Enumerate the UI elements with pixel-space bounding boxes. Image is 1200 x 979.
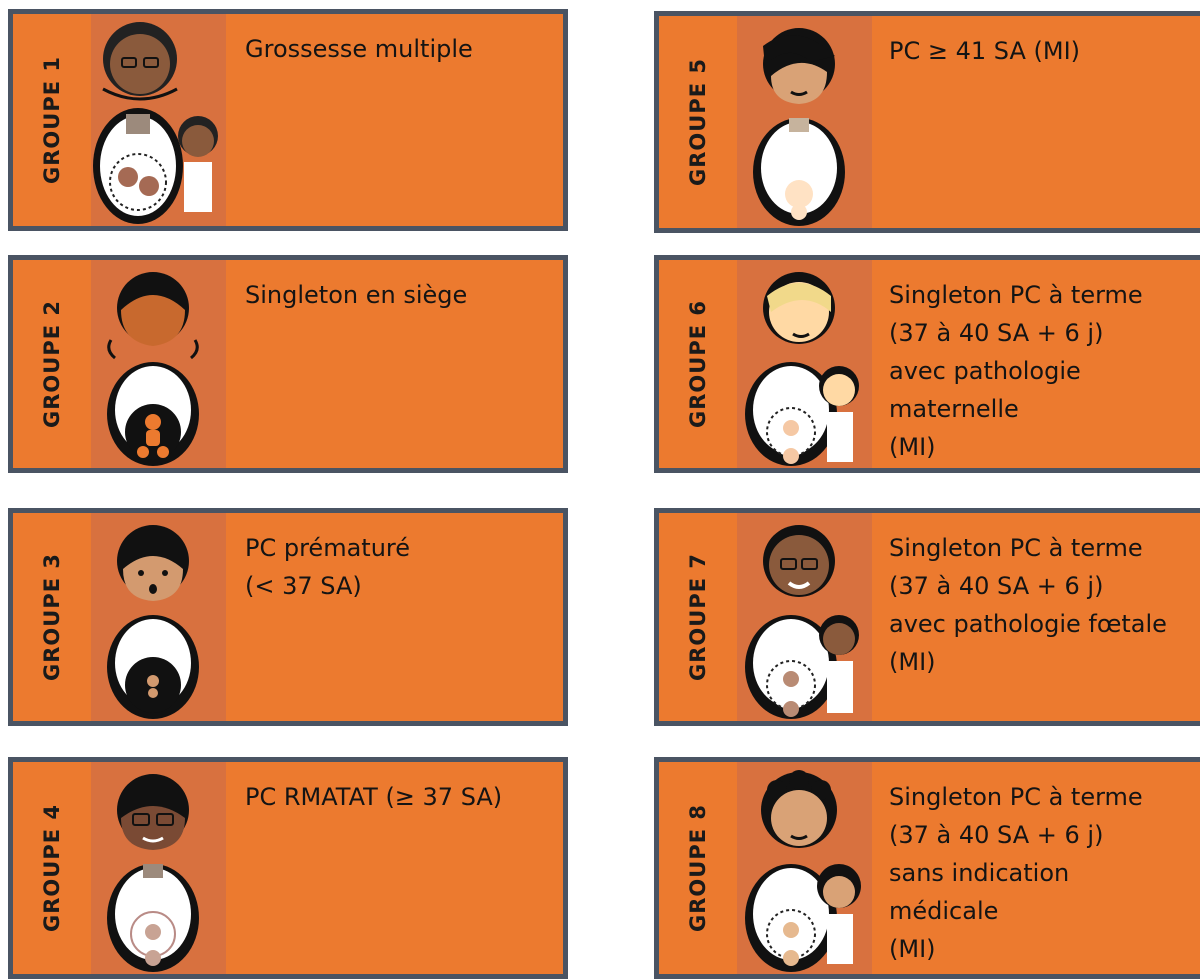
mother-previous-cesarean-icon xyxy=(91,762,226,974)
mother-with-twins-and-child-icon xyxy=(91,14,226,226)
group-card-2 xyxy=(8,255,568,473)
group-label: GROUPE 1 xyxy=(40,56,64,184)
group-label: GROUPE 5 xyxy=(686,58,710,186)
mother-preterm-baby-icon xyxy=(91,513,226,721)
mother-fetal-pathology-icon xyxy=(737,513,872,721)
group-description: PC RMATAT (≥ 37 SA) xyxy=(245,783,503,811)
group-card-1 xyxy=(8,9,568,231)
group-card-7 xyxy=(654,508,1200,726)
group-card-6 xyxy=(654,255,1200,473)
group-label: GROUPE 8 xyxy=(686,804,710,932)
group-card-5 xyxy=(654,11,1200,233)
group-description: Grossesse multiple xyxy=(245,35,473,63)
group-description: PC ≥ 41 SA (MI) xyxy=(889,37,1081,65)
group-description: Singleton en siège xyxy=(245,281,468,309)
group-card-4 xyxy=(8,757,568,979)
mother-breech-baby-icon xyxy=(91,260,226,468)
group-description: PC prématuré (< 37 SA) xyxy=(245,534,411,600)
group-card-3 xyxy=(8,508,568,726)
mother-maternal-pathology-icon xyxy=(737,260,872,468)
group-label: GROUPE 3 xyxy=(40,553,64,681)
group-label: GROUPE 7 xyxy=(686,553,710,681)
group-label: GROUPE 2 xyxy=(40,300,64,428)
group-label: GROUPE 6 xyxy=(686,300,710,428)
group-description: Singleton PC à terme (37 à 40 SA + 6 j) avec pathologie maternelle (MI) xyxy=(889,281,1143,461)
mother-post-term-icon xyxy=(737,16,872,228)
group-description: Singleton PC à terme (37 à 40 SA + 6 j) avec pathologie fœtale (MI) xyxy=(889,534,1167,676)
group-label: GROUPE 4 xyxy=(40,804,64,932)
group-card-8 xyxy=(654,757,1200,979)
mother-no-medical-indication-icon xyxy=(737,762,872,974)
group-description: Singleton PC à terme (37 à 40 SA + 6 j) sans indication médicale (MI) xyxy=(889,783,1143,963)
